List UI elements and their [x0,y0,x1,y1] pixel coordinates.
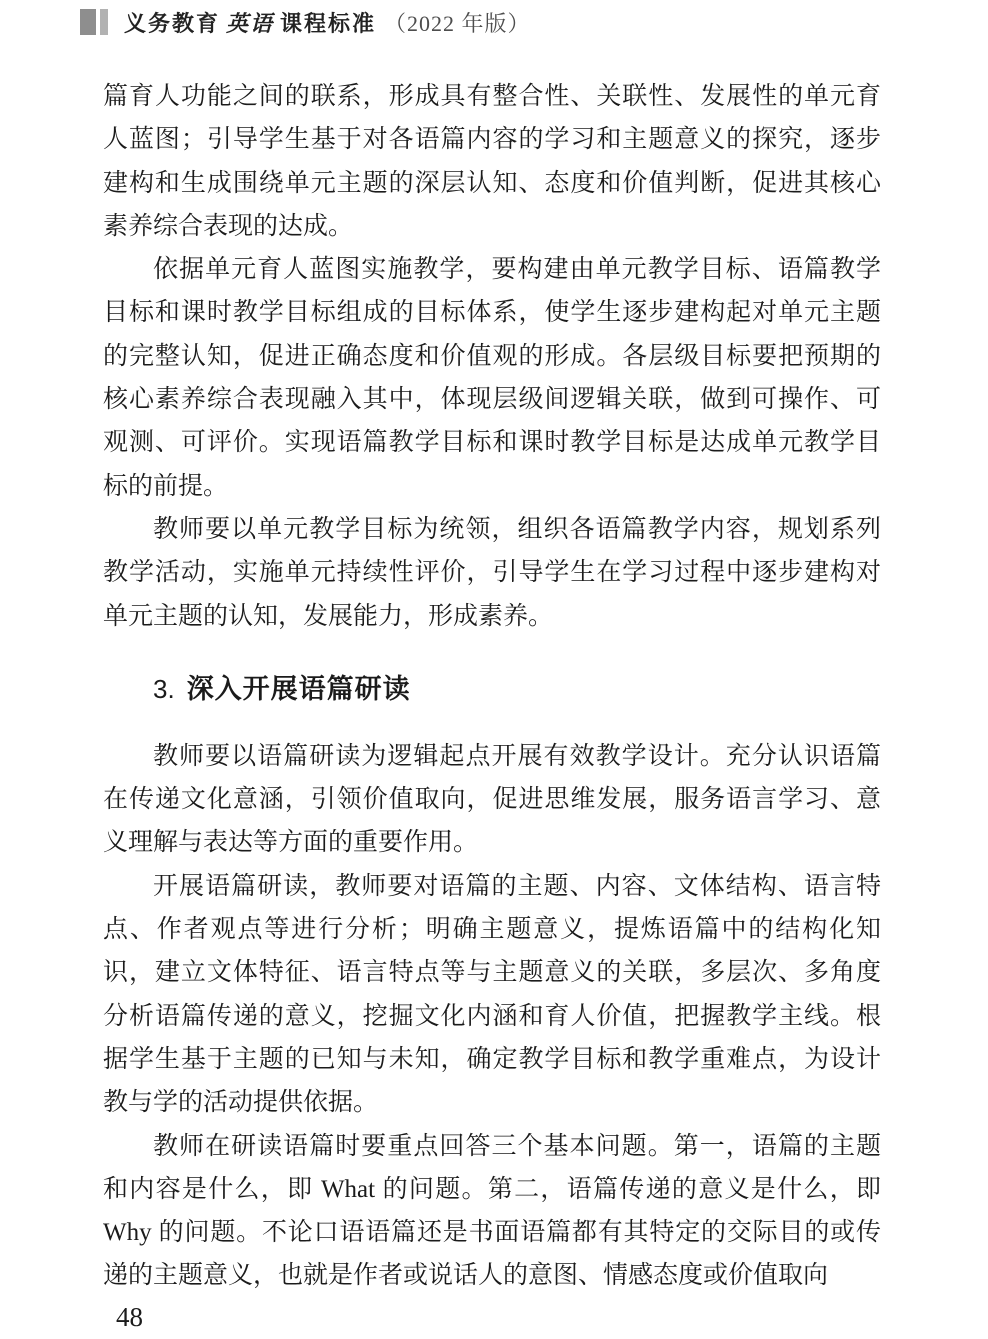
text-line: 素养综合表现的达成。 [103,212,354,240]
text-line: 分析语篇传递的意义，挖掘文化内涵和育人价值，把握教学主线。根 [103,1002,881,1030]
text-line: 建构和生成围绕单元主题的深层认知、态度和价值判断，促进其核心 [103,169,881,197]
book-title-label: 课程标准 [280,10,377,36]
text-line: 核心素养综合表现融入其中，体现层级间逻辑关联，做到可操作、可 [103,386,881,414]
text-line: 观测、可评价。实现语篇教学目标和课时教学目标是达成单元教学目 [103,429,881,457]
paragraph [103,508,881,638]
book-series-label: 义务教育 [124,10,221,36]
book-edition-label: （2022 年版） [384,10,531,36]
text-line: 依据单元育人蓝图实施教学，要构建由单元教学目标、语篇教学 [153,256,881,284]
text-line: 目标和课时教学目标组成的目标体系，使学生逐步建构起对单元主题 [103,299,881,327]
page-number: 48 [116,1302,143,1332]
section-heading [153,668,881,711]
text-line: 人蓝图；引导学生基于对各语篇内容的学习和主题意义的探究，逐步 [103,126,881,154]
header-bar-dark-icon [80,9,96,35]
running-head [80,8,531,36]
section-heading-number: 3. [153,673,175,704]
book-title [124,7,531,38]
text-line: Why 的问题。不论口语语篇还是书面语篇都有其特定的交际目的或传 [103,1219,881,1247]
paragraph [103,248,881,508]
text-line: 开展语篇研读，教师要对语篇的主题、内容、文体结构、语言特 [153,872,881,900]
text-line: 义理解与表达等方面的重要作用。 [103,829,479,857]
page-body-text [103,75,881,1298]
text-line: 单元主题的认知，发展能力，形成素养。 [103,602,554,630]
header-bar-light-icon [100,9,108,35]
paragraph [103,1125,881,1298]
text-line: 教与学的活动提供依据。 [103,1089,379,1117]
text-line: 和内容是什么，即 What 的问题。第二，语篇传递的意义是什么，即 [103,1175,881,1203]
text-line: 点、作者观点等进行分析；明确主题意义，提炼语篇中的结构化知 [103,916,881,944]
text-line: 教学活动，实施单元持续性评价，引导学生在学习过程中逐步建构对 [103,559,881,587]
text-line: 标的前提。 [103,472,229,500]
section-heading-text: 深入开展语篇研读 [186,673,411,704]
text-line: 篇育人功能之间的联系，形成具有整合性、关联性、发展性的单元育 [103,83,881,110]
text-line: 教师要以单元教学目标为统领，组织各语篇教学内容，规划系列 [153,515,881,543]
paragraph [103,865,881,1125]
text-line: 教师要以语篇研读为逻辑起点开展有效教学设计。充分认识语篇 [153,742,881,770]
text-line: 在传递文化意涵，引领价值取向，促进思维发展，服务语言学习、意 [103,786,881,814]
text-line: 据学生基于主题的已知与未知，确定教学目标和教学重难点，为设计 [103,1045,881,1073]
text-line: 的完整认知，促进正确态度和价值观的形成。各层级目标要把预期的 [103,342,881,370]
text-line: 识，建立文体特征、语言特点等与主题意义的关联，多层次、多角度 [103,959,881,987]
book-subject-label: 英语 [226,10,275,36]
text-line: 递的主题意义，也就是作者或说话人的意图、情感态度或价值取向 [103,1262,829,1290]
paragraph [103,75,881,248]
text-line: 教师在研读语篇时要重点回答三个基本问题。第一，语篇的主题 [153,1132,881,1160]
paragraph [103,735,881,865]
